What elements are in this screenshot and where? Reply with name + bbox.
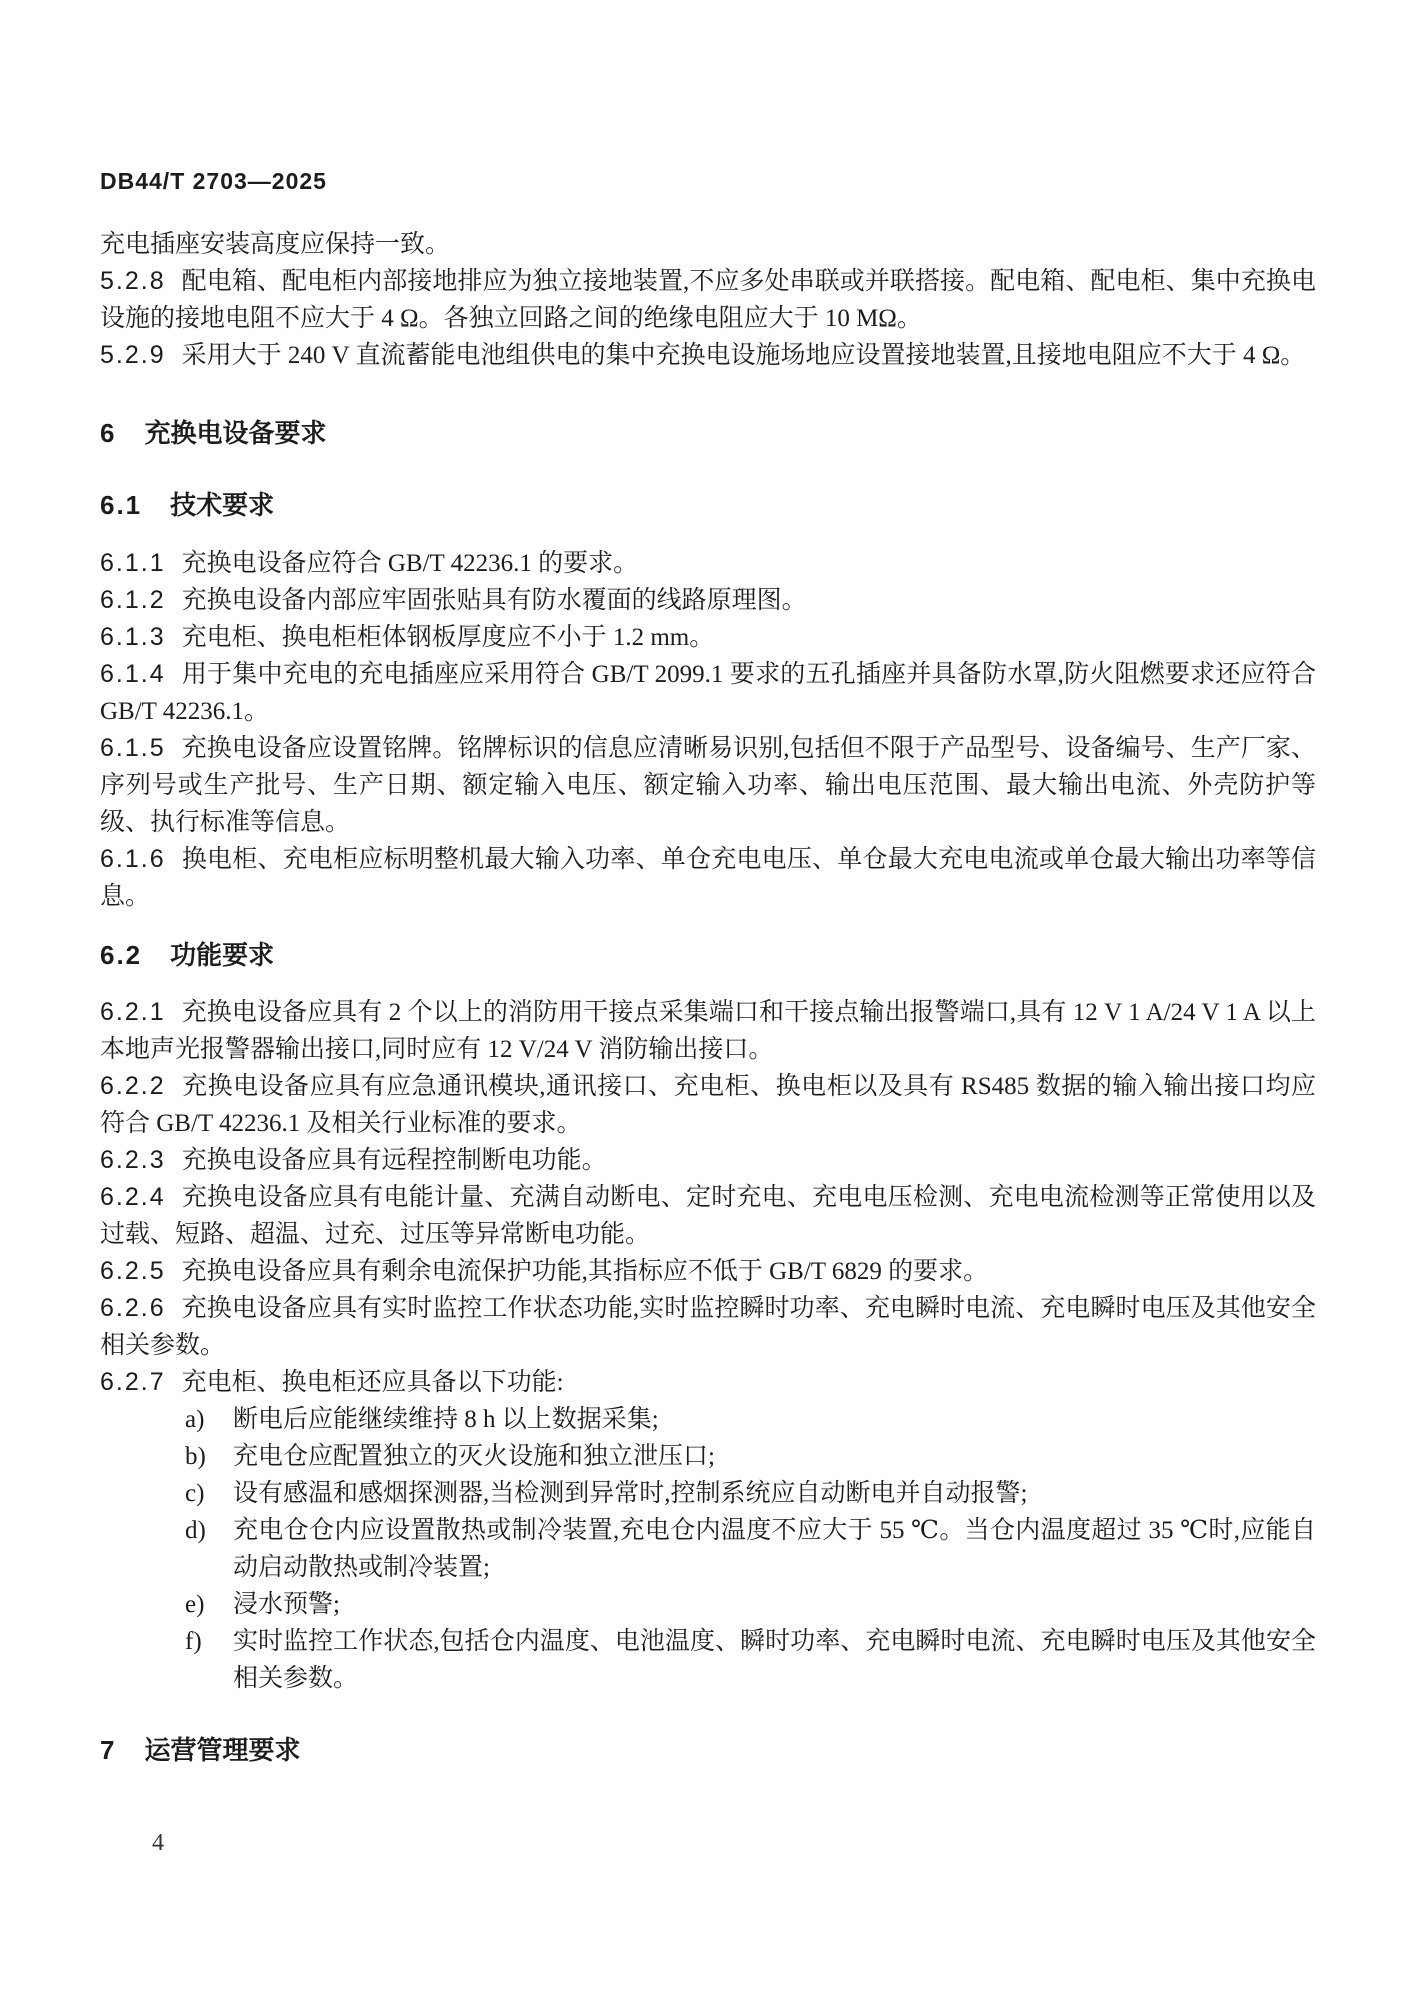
list-item-f: [185, 1623, 1316, 1697]
page-number: 4: [152, 1830, 164, 1856]
clause-number: 6.1.1: [100, 549, 166, 577]
clause-number: 6.1.5: [100, 734, 166, 762]
clause-number: 6.1.3: [100, 623, 166, 651]
section-title: 功能要求: [170, 940, 275, 970]
clause-number: 5.2.8: [100, 267, 166, 295]
clause-number: 6.2.2: [100, 1072, 166, 1100]
list-marker: f): [185, 1628, 202, 1655]
list-item-e: [185, 1586, 1316, 1623]
paragraph-continuation: 充电插座安装高度应保持一致。: [100, 231, 451, 258]
clause-text: 充换电设备应具有 2 个以上的消防用干接点采集端口和干接点输出报警端口,具有 12 V 1 A/24 V 1 A 以上本地声光报警器输出接口,同时应有 12 V/24 V 消防输出接口。: [100, 999, 1316, 1063]
list-item-a: [185, 1401, 1316, 1438]
clause-6-2-2: [100, 1068, 1316, 1142]
clause-text: 充电柜、换电柜还应具备以下功能:: [181, 1369, 564, 1396]
section-title: 运营管理要求: [144, 1735, 301, 1765]
section-title: 充换电设备要求: [144, 418, 327, 448]
clause-text: 充换电设备内部应牢固张贴具有防水覆面的线路原理图。: [181, 587, 807, 614]
clause-text: 配电箱、配电柜内部接地排应为独立接地装置,不应多处串联或并联搭接。配电箱、配电柜、集中充换电设施的接地电阻不应大于 4 Ω。各独立回路之间的绝缘电阻应大于 10 MΩ。: [100, 268, 1316, 332]
clause-6-1-2: [100, 582, 1316, 619]
clause-number: 5.2.9: [100, 341, 166, 369]
clause-6-2-6: [100, 1290, 1316, 1364]
clause-number: 6.1.4: [100, 660, 166, 688]
clause-6-2-1: [100, 994, 1316, 1068]
clause-number: 6.2.4: [100, 1183, 166, 1211]
clause-number: 6.2.5: [100, 1257, 166, 1285]
list-item-c: [185, 1475, 1316, 1512]
clause-6-1-3: [100, 619, 1316, 656]
section-number: 6: [100, 418, 117, 448]
clause-6-2-4: [100, 1179, 1316, 1253]
clause-6-1-4: [100, 656, 1316, 730]
clause-5-2-9: [100, 337, 1316, 374]
list-item-text: 充电仓应配置独立的灭火设施和独立泄压口;: [233, 1443, 715, 1470]
section-number: 7: [100, 1735, 117, 1765]
clause-number: 6.2.1: [100, 998, 166, 1026]
list-marker: a): [185, 1406, 205, 1433]
clause-number: 6.1.6: [100, 845, 166, 873]
clause-text: 充换电设备应具有应急通讯模块,通讯接口、充电柜、换电柜以及具有 RS485 数据的输入输出接口均应符合 GB/T 42236.1 及相关行业标准的要求。: [100, 1073, 1316, 1137]
clause-6-2-3: [100, 1142, 1316, 1179]
list-marker: b): [185, 1443, 206, 1470]
list-item-b: [185, 1438, 1316, 1475]
section-number: 6.1: [100, 490, 143, 520]
section-number: 6.2: [100, 940, 143, 970]
clause-text: 充换电设备应具有实时监控工作状态功能,实时监控瞬时功率、充电瞬时电流、充电瞬时电压及其他安全相关参数。: [100, 1295, 1316, 1359]
clause-text: 采用大于 240 V 直流蓄能电池组供电的集中充换电设施场地应设置接地装置,且接地电阻应不大于 4 Ω。: [181, 342, 1306, 369]
section-heading-7: [100, 1732, 1316, 1769]
clause-text: 充换电设备应设置铭牌。铭牌标识的信息应清晰易识别,包括但不限于产品型号、设备编号、生产厂家、序列号或生产批号、生产日期、额定输入电压、额定输入功率、输出电压范围、最大输出电流、外壳防护等级、执行标准等信息。: [100, 735, 1316, 836]
clause-text: 充换电设备应符合 GB/T 42236.1 的要求。: [181, 550, 639, 577]
clause-text: 充换电设备应具有远程控制断电功能。: [181, 1147, 607, 1174]
clause-text: 充换电设备应具有电能计量、充满自动断电、定时充电、充电电压检测、充电电流检测等正常使用以及过载、短路、超温、过充、过压等异常断电功能。: [100, 1184, 1316, 1248]
list-item-text: 断电后应能继续维持 8 h 以上数据采集;: [233, 1406, 659, 1433]
clause-text: 换电柜、充电柜应标明整机最大输入功率、单仓充电电压、单仓最大充电电流或单仓最大输出功率等信息。: [100, 846, 1316, 910]
clause-6-2-7: [100, 1364, 1316, 1401]
list-item-text: 设有感温和感烟探测器,当检测到异常时,控制系统应自动断电并自动报警;: [233, 1480, 1028, 1507]
list-marker: c): [185, 1480, 205, 1507]
clause-number: 6.2.7: [100, 1368, 166, 1396]
clause-5-2-8: [100, 263, 1316, 337]
clause-text: 充电柜、换电柜柜体钢板厚度应不小于 1.2 mm。: [181, 624, 715, 651]
section-heading-6-1: [100, 487, 1316, 524]
clause-number: 6.1.2: [100, 586, 166, 614]
section-title: 技术要求: [170, 490, 275, 520]
document-code: DB44/T 2703—2025: [100, 168, 327, 194]
clause-6-1-6: [100, 841, 1316, 915]
list-marker: d): [185, 1517, 206, 1544]
list-item-text: 充电仓仓内应设置散热或制冷装置,充电仓内温度不应大于 55 ℃。当仓内温度超过 35 ℃时,应能自动启动散热或制冷装置;: [233, 1517, 1316, 1581]
list-item-d: [185, 1512, 1316, 1586]
clause-number: 6.2.3: [100, 1146, 166, 1174]
clause-6-2-5: [100, 1253, 1316, 1290]
list-item-text: 浸水预警;: [233, 1591, 340, 1618]
clause-text: 用于集中充电的充电插座应采用符合 GB/T 2099.1 要求的五孔插座并具备防水罩,防火阻燃要求还应符合 GB/T 42236.1。: [100, 661, 1316, 725]
clause-6-1-1: [100, 545, 1316, 582]
list-item-text: 实时监控工作状态,包括仓内温度、电池温度、瞬时功率、充电瞬时电流、充电瞬时电压及其他安全相关参数。: [233, 1628, 1316, 1692]
clause-6-1-5: [100, 730, 1316, 841]
document-body: [100, 226, 1316, 1769]
list-marker: e): [185, 1591, 205, 1618]
section-heading-6-2: [100, 937, 1316, 974]
clause-text: 充换电设备应具有剩余电流保护功能,其指标应不低于 GB/T 6829 的要求。: [181, 1258, 989, 1285]
clause-number: 6.2.6: [100, 1294, 166, 1322]
section-heading-6: [100, 415, 1316, 452]
